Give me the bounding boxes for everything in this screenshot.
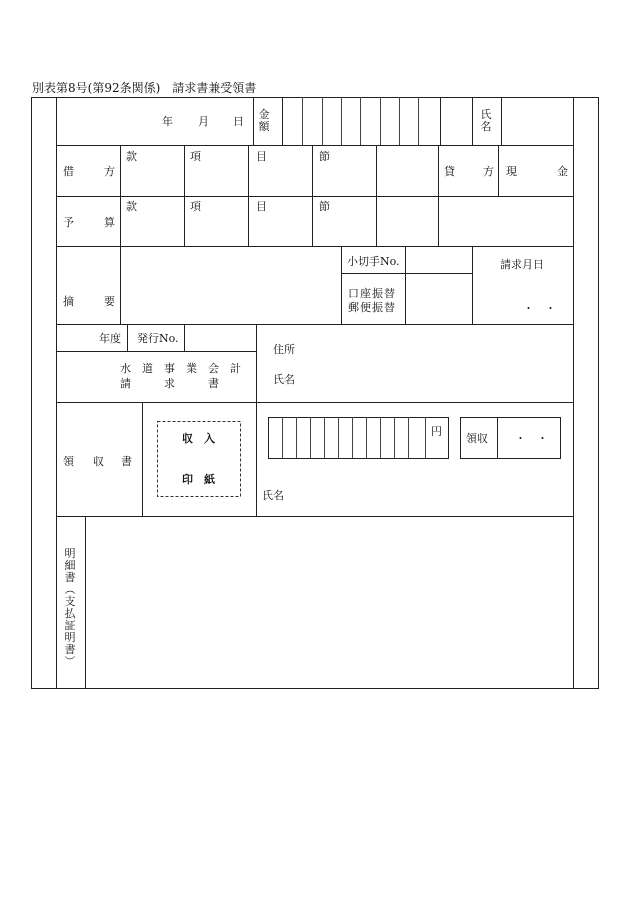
debit-setsu-label: 節	[319, 150, 330, 163]
revenue-stamp-label-2: 印 紙	[182, 473, 215, 486]
invoice-label: 請 求 書	[120, 377, 219, 390]
detail-statement-label: 明 細 書 ︵ 支 払 証 明 書 ︶	[64, 547, 76, 668]
date-month-label: 月	[198, 115, 209, 128]
amount-label: 金 額	[258, 108, 270, 133]
receipt-label-1: 領	[63, 455, 74, 468]
account-transfer-label: 口座振替	[348, 287, 396, 300]
debit-kou-label: 項	[190, 150, 201, 163]
received-label: 領収	[466, 432, 488, 445]
debit-label-2: 方	[104, 165, 115, 178]
budget-setsu-label: 節	[319, 200, 330, 213]
detail-statement-area[interactable]	[86, 517, 573, 688]
summary-input[interactable]	[121, 247, 341, 324]
postal-transfer-label: 郵便振替	[348, 301, 396, 314]
amount-input[interactable]	[283, 98, 440, 145]
budget-moku-label: 目	[256, 200, 267, 213]
receipt-amount-input[interactable]	[269, 418, 426, 458]
issue-no-label: 発行No.	[137, 332, 179, 345]
credit-label-1: 貸	[444, 165, 455, 178]
form-caption: 別表第8号(第92条関係) 請求書兼受領書	[32, 81, 257, 95]
waterworks-account-label: 水 道 事 業 会 計	[120, 362, 241, 375]
summary-label-1: 摘	[63, 295, 74, 308]
yen-label: 円	[431, 425, 442, 438]
revenue-stamp-label-1: 収 入	[182, 432, 215, 445]
debit-label-1: 借	[63, 165, 74, 178]
payee-name-input[interactable]	[502, 98, 573, 145]
address-label: 住所	[273, 343, 295, 356]
date-year-label: 年	[162, 115, 173, 128]
budget-kou-label: 項	[190, 200, 201, 213]
summary-label-2: 要	[104, 295, 115, 308]
receipt-name-label: 氏名	[262, 489, 284, 502]
cash-label-1: 現	[506, 165, 517, 178]
payee-name-label: 氏 名	[480, 108, 492, 133]
credit-label-2: 方	[483, 165, 494, 178]
cash-label-2: 金	[557, 165, 568, 178]
receipt-label-3: 書	[121, 455, 132, 468]
budget-label-1: 予	[63, 216, 74, 229]
fiscal-year-label: 年度	[99, 332, 121, 345]
request-date-label: 請求月日	[500, 258, 544, 271]
request-date-dots: ・ ・	[523, 302, 556, 315]
receipt-label-2: 収	[93, 455, 104, 468]
debit-kan-label: 款	[126, 150, 137, 163]
budget-label-2: 算	[104, 216, 115, 229]
issue-name-label: 氏名	[273, 373, 295, 386]
received-date-dots: ・ ・	[515, 432, 548, 445]
budget-kan-label: 款	[126, 200, 137, 213]
check-no-label: 小切手No.	[347, 255, 400, 268]
debit-moku-label: 目	[256, 150, 267, 163]
date-day-label: 日	[233, 115, 244, 128]
